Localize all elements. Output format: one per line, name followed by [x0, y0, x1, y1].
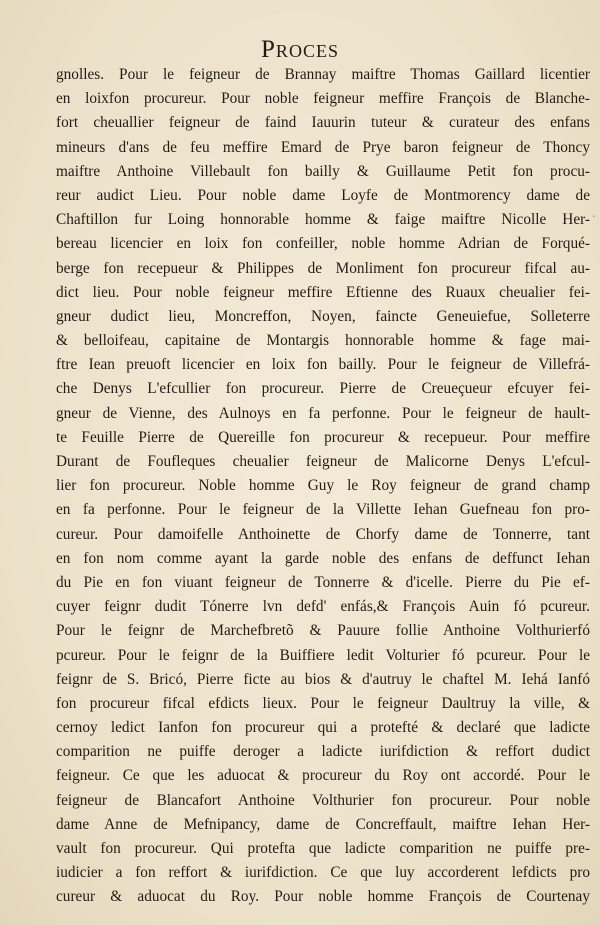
text-line: gneur dudict lieu, Moncreffon, Noyen, faincte Geneuiefue, Solleterre: [56, 307, 590, 325]
text-line: Pour le feignr de Marchefbretõ & Pauure follie Anthoine Volthurierfó: [56, 622, 590, 640]
text-line: feigneur. Ce que les aduocat & procureur du Roy ont accordé. Pour le: [56, 767, 590, 785]
body-text: [56, 63, 590, 910]
text-line: ftre Iean preuoft licencier en loix fon bailly. Pour le feigneur de Villefrá-: [56, 356, 590, 374]
text-line: berge fon recepueur & Philippes de Monliment fon procureur fifcal au-: [56, 259, 590, 277]
text-line: Chaftillon fur Loing honnorable homme & faige maiftre Nicolle Her-: [56, 211, 590, 229]
text-line: cuyer feignr dudit Tónerre lvn defd' enfás,& François Auin fó pcureur.: [56, 598, 590, 616]
text-line: feignr de S. Bricó, Pierre ficte au bios & d'autruy le chaftel M. Iehá Ianfó: [56, 670, 590, 688]
text-line: cureur & aduocat du Roy. Pour noble homme François de Courtenay: [56, 888, 590, 906]
text-line: te Feuille Pierre de Quereille fon procureur & recepueur. Pour meffire: [56, 428, 590, 446]
text-line: lier fon procureur. Noble homme Guy le Roy feigneur de grand champ: [56, 477, 590, 495]
page-title: Proces: [261, 36, 339, 63]
text-line: reur audict Lieu. Pour noble dame Loyfe de Montmorency dame de: [56, 186, 590, 204]
text-line: en loixfon procureur. Pour noble feigneur meffire François de Blanche-: [56, 90, 590, 108]
text-line: vault fon procureur. Qui protefta que ladicte comparition ne puiffe pre-: [56, 840, 590, 857]
text-line: Durant de Foufleques cheualier feigneur de Malicorne Denys L'efcul-: [56, 453, 590, 470]
text-line: che Denys L'efcullier fon procureur. Pierre de Creueçueur efcuyer fei-: [56, 380, 590, 398]
text-line: dame Anne de Mefnipancy, dame de Concreffault, maiftre Iehan Her-: [56, 815, 590, 833]
text-line: & belloifeau, capitaine de Montargis honnorable homme & fage mai-: [56, 332, 590, 350]
margin-mark: ·: [591, 210, 596, 225]
text-line: mineurs d'ans de feu meffire Emard de Prye baron feigneur de Thoncy: [56, 138, 590, 156]
text-line: maiftre Anthoine Villebault fon bailly & Guillaume Petit fon procu-: [56, 162, 590, 180]
text-line: en fa perfonne. Pour le feigneur de la Villette Iehan Guefneau fon pro-: [56, 501, 590, 519]
text-line: du Pie en fon viuant feigneur de Tonnerre & d'icelle. Pierre du Pie ef-: [56, 573, 590, 591]
text-line: bereau licencier en loix fon confeiller, noble homme Adrian de Forqué-: [56, 235, 590, 253]
text-line: gneur de Vienne, des Aulnoys en fa perfonne. Pour le feigneur de hault-: [56, 404, 590, 422]
text-line: fort cheuallier feigneur de faind Iauurin tuteur & curateur des enfans: [56, 114, 590, 132]
text-line: fon procureur fifcal efdicts lieux. Pour le feigneur Daultruy la ville, &: [56, 694, 590, 712]
text-line: feigneur de Blancafort Anthoine Volthurier fon procureur. Pour noble: [56, 791, 590, 809]
text-line: pcureur. Pour le feignr de la Buiffiere ledit Volturier fó pcureur. Pour le: [56, 646, 590, 664]
text-line: cernoy ledict Ianfon fon procureur qui a protefté & declaré que ladicte: [56, 719, 590, 737]
text-line: cureur. Pour damoifelle Anthoinette de Chorfy dame de Tonnerre, tant: [56, 525, 590, 543]
text-line: comparition ne puiffe deroger a ladicte iurifdiction & reffort dudict: [56, 743, 590, 761]
text-line: dict lieu. Pour noble feigneur meffire Eftienne des Ruaux cheualier fei-: [56, 283, 590, 301]
text-line: gnolles. Pour le feigneur de Brannay maiftre Thomas Gaillard licentier: [56, 66, 590, 83]
text-line: iudicier a fon reffort & iurifdiction. Ce que luy accorderent lefdicts pro: [56, 864, 590, 882]
text-line: en fon nom comme ayant la garde noble des enfans de deffunct Iehan: [56, 549, 590, 567]
